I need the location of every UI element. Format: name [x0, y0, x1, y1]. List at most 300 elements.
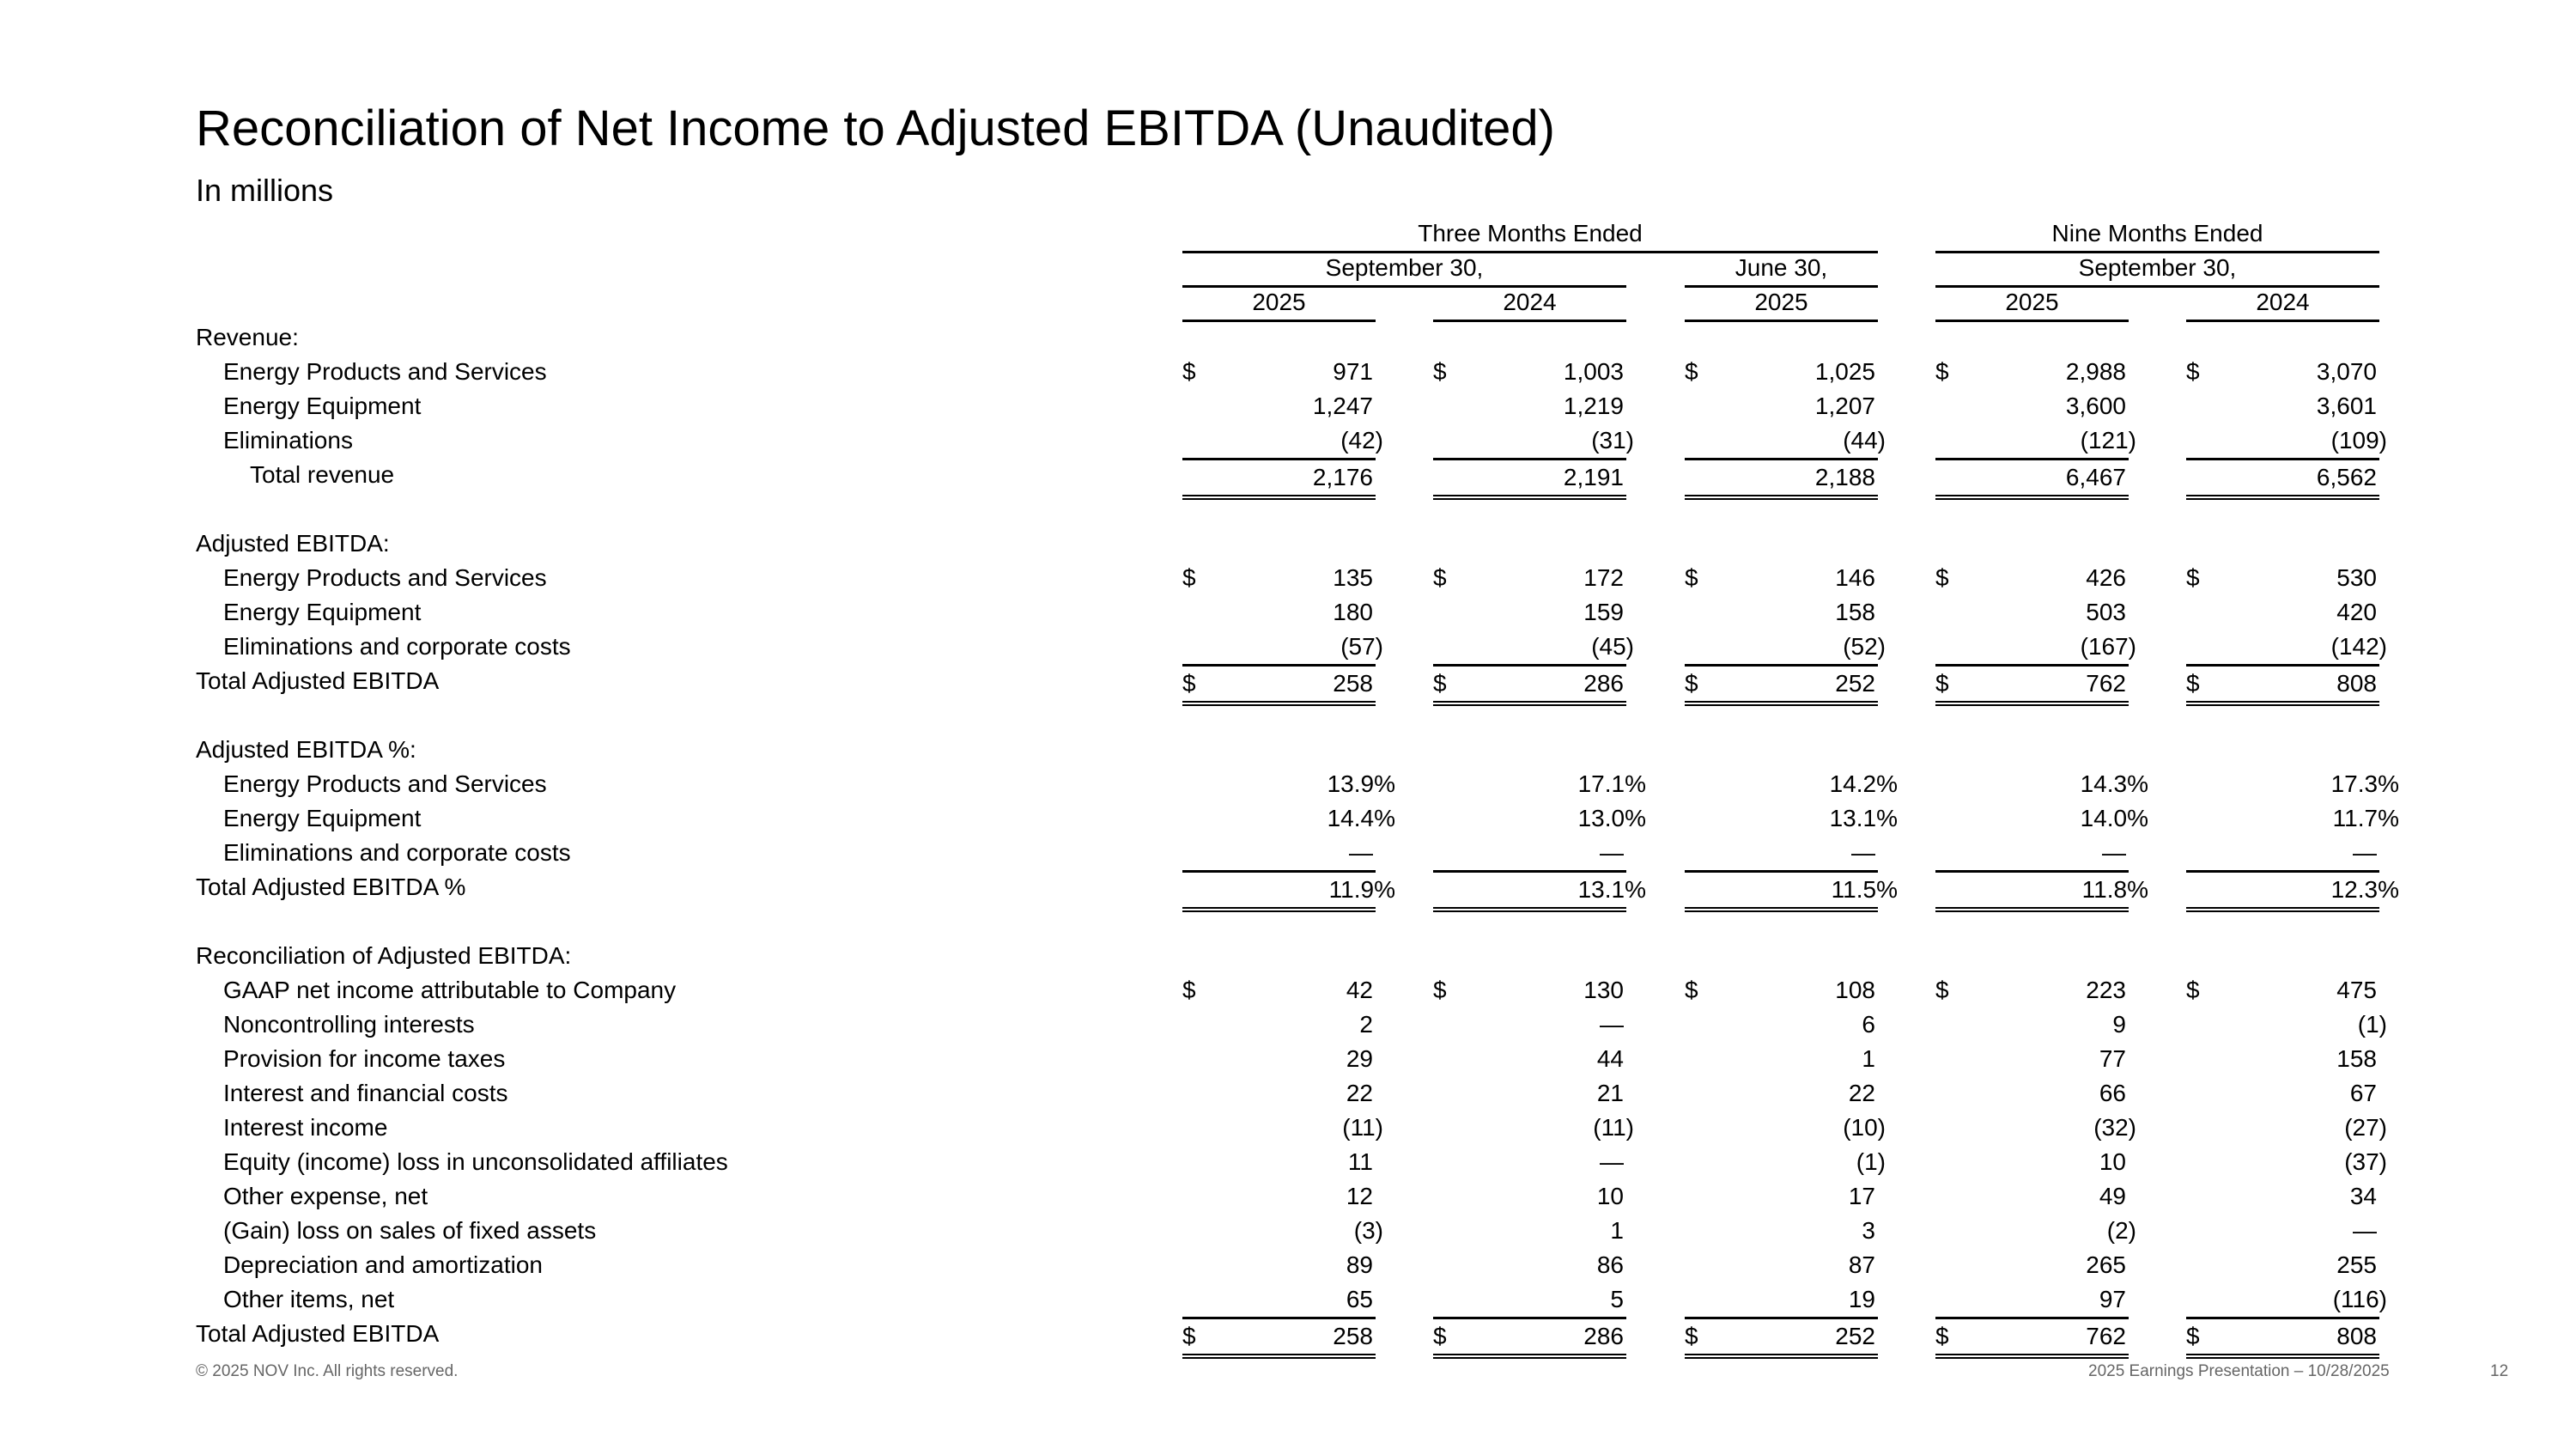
row-label: Adjusted EBITDA: — [196, 530, 390, 557]
cell-value: 22 — [1848, 1080, 1875, 1106]
cell-value: 89 — [1346, 1251, 1373, 1278]
dollar-sign: $ — [1182, 1323, 1196, 1349]
table-row — [0, 423, 2576, 458]
table-row — [0, 320, 2576, 355]
table-row — [0, 1317, 2576, 1351]
table-row — [0, 1179, 2576, 1214]
table-cell — [2186, 1076, 2379, 1111]
cell-value: (37) — [2344, 1148, 2387, 1175]
table-cell — [1182, 423, 1383, 458]
row-label: Energy Products and Services — [223, 564, 547, 591]
table-cell — [1685, 1317, 1878, 1359]
table-cell — [1935, 698, 2129, 733]
table-cell — [1182, 1008, 1376, 1042]
table-cell — [2186, 1282, 2387, 1317]
table-row — [0, 1282, 2576, 1317]
cell-value: 67 — [2349, 1080, 2377, 1106]
table-cell — [1685, 1214, 1878, 1248]
table-cell — [2186, 1042, 2379, 1076]
table-cell — [1433, 389, 1626, 423]
table-cell — [2186, 423, 2387, 458]
header-september-30-b: September 30, — [1935, 251, 2379, 288]
row-label: Total Adjusted EBITDA — [196, 1320, 440, 1347]
table-cell — [1433, 492, 1626, 527]
page-subtitle: In millions — [196, 173, 334, 208]
cell-value: (1) — [2357, 1011, 2387, 1038]
dollar-sign: $ — [1685, 1323, 1698, 1349]
table-cell — [1685, 1282, 1878, 1317]
table-cell — [1182, 767, 1395, 801]
table-cell — [1433, 423, 1634, 458]
cell-value: 13.1% — [1577, 876, 1646, 903]
table-cell — [1935, 767, 2148, 801]
table-row — [0, 1214, 2576, 1248]
table-cell — [1182, 904, 1376, 939]
table-cell — [1182, 1145, 1376, 1179]
cell-value: 9 — [2112, 1011, 2126, 1038]
table-cell — [1685, 939, 1878, 973]
table-cell — [1433, 561, 1626, 595]
cell-value: 158 — [1835, 599, 1875, 625]
cell-value: 22 — [1346, 1080, 1373, 1106]
row-label: Total revenue — [250, 461, 395, 488]
table-cell — [1685, 904, 1878, 939]
table-cell — [1433, 767, 1646, 801]
table-cell — [2186, 561, 2379, 595]
table-cell — [1935, 939, 2129, 973]
header-year-col1: 2025 — [1182, 285, 1376, 322]
cell-value: (52) — [1843, 633, 1886, 660]
table-row — [0, 870, 2576, 904]
cell-value: (45) — [1591, 633, 1634, 660]
cell-value: 258 — [1333, 670, 1373, 697]
table-cell — [1182, 733, 1376, 767]
table-cell — [1685, 1248, 1878, 1282]
table-row — [0, 1145, 2576, 1179]
table-cell — [2186, 320, 2379, 355]
table-cell — [1685, 561, 1878, 595]
cell-value: 286 — [1583, 670, 1624, 697]
row-label: Energy Equipment — [223, 393, 422, 419]
table-cell — [2186, 904, 2379, 939]
cell-value: (57) — [1340, 633, 1383, 660]
table-cell — [2186, 355, 2379, 389]
table-row — [0, 767, 2576, 801]
cell-value: (44) — [1843, 427, 1886, 454]
header-three-months: Three Months Ended — [1182, 216, 1878, 253]
dollar-sign: $ — [1182, 358, 1196, 385]
table-cell — [1935, 836, 2129, 870]
cell-value: 1 — [1862, 1045, 1875, 1072]
cell-value: 1,219 — [1563, 393, 1624, 419]
table-cell — [2186, 733, 2379, 767]
cell-value: — — [1349, 839, 1373, 866]
header-year-col2: 2024 — [1433, 285, 1626, 322]
cell-value: 265 — [2086, 1251, 2126, 1278]
table-row — [0, 389, 2576, 423]
cell-value: 14.4% — [1327, 805, 1395, 831]
table-cell — [1935, 1076, 2129, 1111]
table-cell — [1685, 733, 1878, 767]
table-cell — [2186, 836, 2379, 870]
cell-value: 17.3% — [2330, 770, 2399, 797]
table-cell — [1182, 630, 1383, 664]
table-cell — [1182, 1179, 1376, 1214]
cell-value: 42 — [1346, 977, 1373, 1003]
cell-value: 223 — [2086, 977, 2126, 1003]
table-cell — [1935, 1042, 2129, 1076]
dollar-sign: $ — [1935, 358, 1949, 385]
table-cell — [2186, 595, 2379, 630]
table-cell — [1182, 1111, 1383, 1145]
cell-value: 13.1% — [1829, 805, 1898, 831]
table-cell — [1182, 561, 1376, 595]
cell-value: 286 — [1583, 1323, 1624, 1349]
table-cell — [1685, 389, 1878, 423]
row-label: Other items, net — [223, 1286, 395, 1312]
table-cell — [1433, 698, 1626, 733]
table-cell — [1935, 1111, 2136, 1145]
row-label: Total Adjusted EBITDA — [196, 667, 440, 694]
table-row — [0, 1111, 2576, 1145]
cell-value: (31) — [1591, 427, 1634, 454]
cell-value: 6,562 — [2316, 464, 2377, 490]
table-cell — [1182, 836, 1376, 870]
table-cell — [1935, 1179, 2129, 1214]
table-cell — [1935, 1008, 2129, 1042]
table-cell — [1433, 320, 1626, 355]
cell-value: 44 — [1596, 1045, 1624, 1072]
cell-value: 11.5% — [1831, 876, 1898, 903]
table-cell — [1433, 1248, 1626, 1282]
cell-value: (11) — [1342, 1114, 1383, 1141]
table-row — [0, 904, 2576, 939]
cell-value: 6 — [1862, 1011, 1875, 1038]
row-label: Energy Products and Services — [223, 358, 547, 385]
table-cell — [1433, 1008, 1626, 1042]
table-cell — [1182, 492, 1376, 527]
table-cell — [1433, 1111, 1634, 1145]
cell-value: 1,247 — [1312, 393, 1373, 419]
footer-page-number: 12 — [2490, 1362, 2509, 1380]
row-label: Other expense, net — [223, 1183, 428, 1209]
table-row — [0, 595, 2576, 630]
cell-value: 19 — [1848, 1286, 1875, 1312]
cell-value: 86 — [1596, 1251, 1624, 1278]
cell-value: 11 — [1347, 1148, 1373, 1175]
cell-value: 13.0% — [1577, 805, 1646, 831]
dollar-sign: $ — [1433, 670, 1447, 697]
table-cell — [1685, 355, 1878, 389]
footer-presentation: 2025 Earnings Presentation – 10/28/2025 — [2088, 1362, 2390, 1380]
dollar-sign: $ — [1685, 670, 1698, 697]
table-cell — [1433, 1042, 1626, 1076]
table-cell — [1935, 492, 2129, 527]
table-cell — [1935, 973, 2129, 1008]
cell-value: 762 — [2086, 1323, 2126, 1349]
dollar-sign: $ — [1433, 358, 1447, 385]
cell-value: 808 — [2336, 670, 2377, 697]
row-label: Equity (income) loss in unconsolidated affiliates — [223, 1148, 728, 1175]
table-cell — [1182, 389, 1376, 423]
table-cell — [2186, 1008, 2387, 1042]
cell-value: (121) — [2080, 427, 2136, 454]
cell-value: — — [2353, 839, 2377, 866]
table-row — [0, 664, 2576, 698]
table-cell — [1182, 1042, 1376, 1076]
table-cell — [1182, 1076, 1376, 1111]
table-cell — [1182, 698, 1376, 733]
table-cell — [1935, 904, 2129, 939]
table-cell — [1935, 1145, 2129, 1179]
cell-value: (10) — [1843, 1114, 1886, 1141]
table-cell — [1935, 423, 2136, 458]
table-cell — [1685, 1111, 1886, 1145]
row-label: Depreciation and amortization — [223, 1251, 543, 1278]
table-cell — [2186, 698, 2379, 733]
cell-value: 762 — [2086, 670, 2126, 697]
table-cell — [1685, 1145, 1886, 1179]
table-cell — [1182, 801, 1395, 836]
cell-value: 6,467 — [2065, 464, 2126, 490]
cell-value: 21 — [1596, 1080, 1624, 1106]
header-nine-months: Nine Months Ended — [1935, 216, 2379, 253]
row-label: Noncontrolling interests — [223, 1011, 475, 1038]
cell-value: 66 — [2099, 1080, 2126, 1106]
table-cell — [2186, 1179, 2379, 1214]
cell-value: 503 — [2086, 599, 2126, 625]
cell-value: 530 — [2336, 564, 2377, 591]
table-cell — [1182, 527, 1376, 561]
table-cell — [1433, 1214, 1626, 1248]
dollar-sign: $ — [1433, 564, 1447, 591]
table-cell — [1685, 423, 1886, 458]
table-cell — [1433, 733, 1626, 767]
row-label: Energy Equipment — [223, 599, 422, 625]
table-cell — [1685, 1042, 1878, 1076]
cell-value: 108 — [1835, 977, 1875, 1003]
table-cell — [1685, 527, 1878, 561]
cell-value: 252 — [1835, 670, 1875, 697]
cell-value: 17 — [1848, 1183, 1875, 1209]
table-cell — [1685, 698, 1878, 733]
table-cell — [1433, 1145, 1626, 1179]
table-cell — [1433, 973, 1626, 1008]
table-cell — [2186, 767, 2399, 801]
table-cell — [2186, 389, 2379, 423]
table-cell — [1433, 630, 1634, 664]
cell-value: 29 — [1346, 1045, 1373, 1072]
table-row — [0, 801, 2576, 836]
row-label: Eliminations and corporate costs — [223, 839, 571, 866]
table-row — [0, 561, 2576, 595]
cell-value: (3) — [1353, 1217, 1383, 1244]
cell-value: (116) — [2332, 1286, 2387, 1312]
table-cell — [1433, 527, 1626, 561]
page-title: Reconciliation of Net Income to Adjusted EBITDA (Unaudited) — [196, 100, 1555, 156]
cell-value: (32) — [2093, 1114, 2136, 1141]
table-cell — [1935, 1248, 2129, 1282]
cell-value: 3,070 — [2316, 358, 2377, 385]
table-cell — [1182, 1317, 1376, 1359]
header-year-col4: 2025 — [1935, 285, 2129, 322]
table-row — [0, 939, 2576, 973]
cell-value: 11.9% — [1328, 876, 1395, 903]
row-label: Energy Products and Services — [223, 770, 547, 797]
cell-value: 475 — [2336, 977, 2377, 1003]
table-row — [0, 1042, 2576, 1076]
cell-value: (142) — [2330, 633, 2387, 660]
header-september-30-a: September 30, — [1182, 251, 1626, 288]
dollar-sign: $ — [1433, 977, 1447, 1003]
cell-value: 14.3% — [2080, 770, 2148, 797]
cell-value: 255 — [2336, 1251, 2377, 1278]
table-cell — [1935, 733, 2129, 767]
cell-value: — — [1600, 1011, 1624, 1038]
table-cell — [1685, 320, 1878, 355]
table-cell — [1935, 527, 2129, 561]
table-cell — [2186, 939, 2379, 973]
dollar-sign: $ — [1685, 564, 1698, 591]
table-cell — [1685, 801, 1898, 836]
cell-value: (167) — [2080, 633, 2136, 660]
table-cell — [1685, 836, 1878, 870]
dollar-sign: $ — [1182, 564, 1196, 591]
cell-value: — — [1600, 1148, 1624, 1175]
dollar-sign: $ — [2186, 564, 2200, 591]
table-cell — [1935, 801, 2148, 836]
cell-value: 10 — [1596, 1183, 1624, 1209]
table-cell — [1685, 630, 1886, 664]
dollar-sign: $ — [1685, 977, 1698, 1003]
table-cell — [1935, 389, 2129, 423]
table-row — [0, 527, 2576, 561]
cell-value: — — [2353, 1217, 2377, 1244]
table-row — [0, 458, 2576, 492]
dollar-sign: $ — [1685, 358, 1698, 385]
cell-value: 11.8% — [2081, 876, 2148, 903]
table-cell — [1433, 1179, 1626, 1214]
cell-value: 172 — [1583, 564, 1624, 591]
table-cell — [1685, 595, 1878, 630]
cell-value: 14.0% — [2080, 805, 2148, 831]
dollar-sign: $ — [2186, 1323, 2200, 1349]
cell-value: 146 — [1835, 564, 1875, 591]
cell-value: 10 — [2099, 1148, 2126, 1175]
table-cell — [2186, 973, 2379, 1008]
table-cell — [1433, 836, 1626, 870]
cell-value: 3,601 — [2316, 393, 2377, 419]
table-row — [0, 1076, 2576, 1111]
dollar-sign: $ — [2186, 977, 2200, 1003]
row-label: Eliminations — [223, 427, 353, 454]
cell-value: 3 — [1862, 1217, 1875, 1244]
cell-value: — — [1600, 839, 1624, 866]
table-cell — [1935, 1282, 2129, 1317]
table-cell — [1935, 595, 2129, 630]
table-row — [0, 836, 2576, 870]
cell-value: 1,025 — [1814, 358, 1875, 385]
table-cell — [1935, 1317, 2129, 1359]
cell-value: (109) — [2330, 427, 2387, 454]
cell-value: 77 — [2099, 1045, 2126, 1072]
dollar-sign: $ — [1935, 977, 1949, 1003]
table-cell — [1685, 492, 1878, 527]
cell-value: 130 — [1583, 977, 1624, 1003]
cell-value: 2,988 — [2065, 358, 2126, 385]
cell-value: 5 — [1610, 1286, 1624, 1312]
table-cell — [2186, 1111, 2387, 1145]
cell-value: (1) — [1856, 1148, 1886, 1175]
row-label: Provision for income taxes — [223, 1045, 506, 1072]
cell-value: 2,176 — [1312, 464, 1373, 490]
cell-value: 252 — [1835, 1323, 1875, 1349]
table-cell — [1935, 355, 2129, 389]
row-label: Revenue: — [196, 324, 299, 350]
cell-value: 180 — [1333, 599, 1373, 625]
cell-value: 11.7% — [2332, 805, 2399, 831]
dollar-sign: $ — [2186, 670, 2200, 697]
table-cell — [1182, 595, 1376, 630]
cell-value: 426 — [2086, 564, 2126, 591]
table-row — [0, 973, 2576, 1008]
header-june-30: June 30, — [1685, 251, 1878, 288]
row-label: (Gain) loss on sales of fixed assets — [223, 1217, 597, 1244]
cell-value: 12 — [1346, 1183, 1373, 1209]
table-row — [0, 733, 2576, 767]
dollar-sign: $ — [1935, 670, 1949, 697]
cell-value: 2,191 — [1563, 464, 1624, 490]
row-label: Reconciliation of Adjusted EBITDA: — [196, 942, 572, 969]
table-cell — [1433, 801, 1646, 836]
table-cell — [1433, 1282, 1626, 1317]
cell-value: 49 — [2099, 1183, 2126, 1209]
cell-value: 34 — [2349, 1183, 2377, 1209]
cell-value: — — [1851, 839, 1875, 866]
cell-value: 97 — [2099, 1286, 2126, 1312]
table-cell — [2186, 1145, 2387, 1179]
cell-value: 971 — [1333, 358, 1373, 385]
cell-value: (2) — [2106, 1217, 2136, 1244]
table-cell — [2186, 1248, 2379, 1282]
cell-value: 13.9% — [1327, 770, 1395, 797]
row-label: Total Adjusted EBITDA % — [196, 874, 466, 900]
table-cell — [1182, 1214, 1383, 1248]
table-cell — [2186, 1317, 2379, 1359]
dollar-sign: $ — [1433, 1323, 1447, 1349]
dollar-sign: $ — [1935, 1323, 1949, 1349]
cell-value: 1,207 — [1814, 393, 1875, 419]
table-cell — [1935, 561, 2129, 595]
table-cell — [1182, 973, 1376, 1008]
cell-value: 3,600 — [2065, 393, 2126, 419]
table-cell — [1182, 1248, 1376, 1282]
cell-value: 2 — [1359, 1011, 1373, 1038]
table-cell — [2186, 630, 2387, 664]
row-label: Interest and financial costs — [223, 1080, 508, 1106]
table-row — [0, 1008, 2576, 1042]
table-cell — [1685, 1008, 1878, 1042]
table-cell — [1433, 1317, 1626, 1359]
cell-value: 12.3% — [2330, 876, 2399, 903]
table-cell — [1182, 939, 1376, 973]
dollar-sign: $ — [1182, 670, 1196, 697]
header-year-col5: 2024 — [2186, 285, 2379, 322]
table-cell — [1182, 1282, 1376, 1317]
row-label: Adjusted EBITDA %: — [196, 736, 416, 763]
table-cell — [1935, 630, 2136, 664]
cell-value: — — [2102, 839, 2126, 866]
